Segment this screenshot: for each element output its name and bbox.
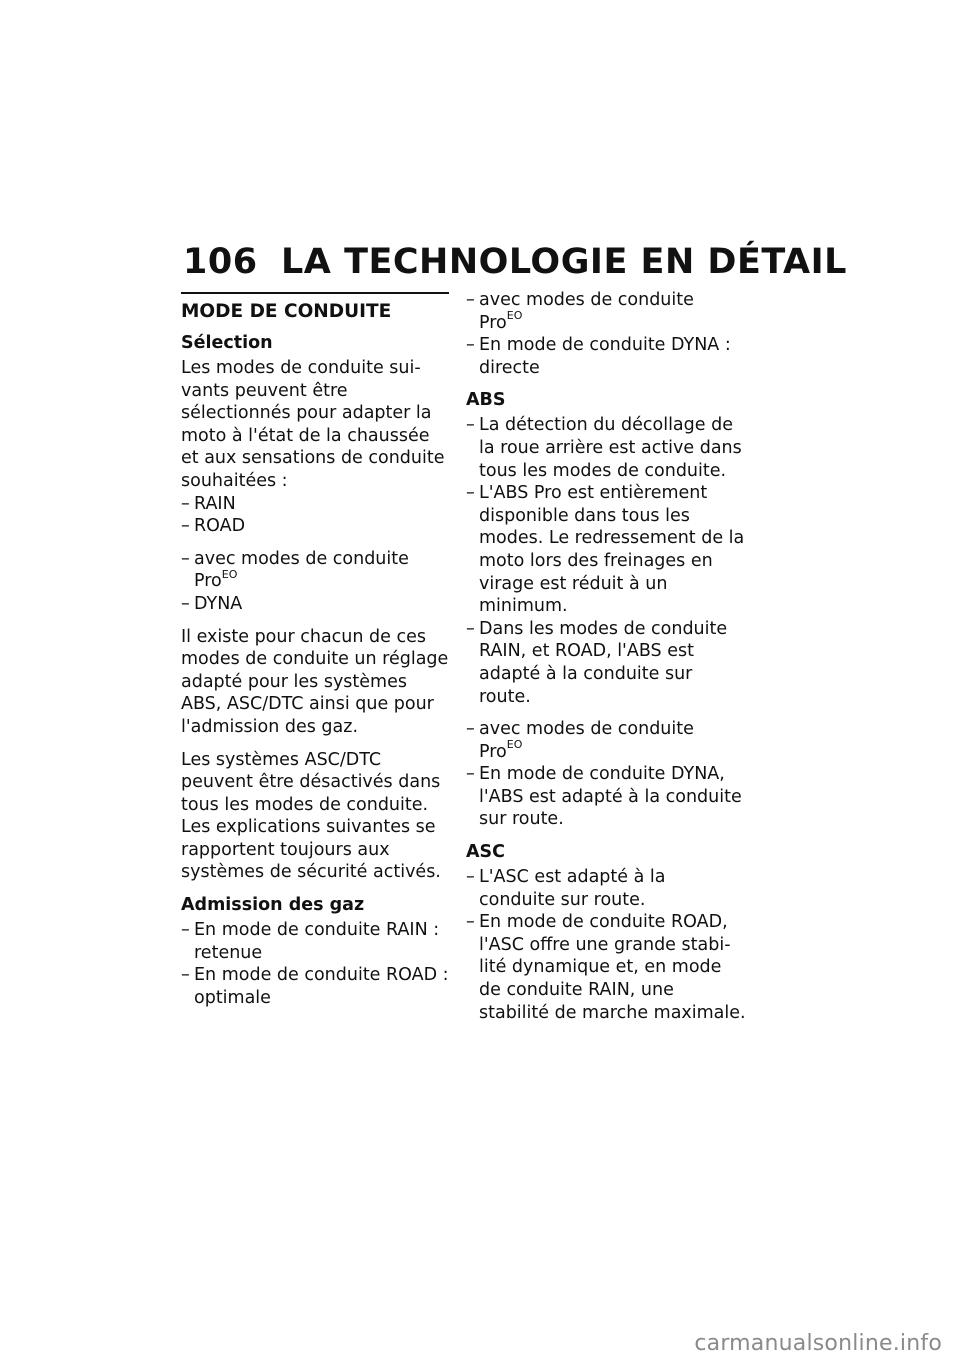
- pro-label: Pro$^{EO}$: [194, 567, 238, 592]
- selection-heading: Sélection: [181, 333, 273, 353]
- pro-label: Pro$^{EO}$: [479, 308, 523, 333]
- eo-superscript: EO: [506, 308, 523, 322]
- admission-item-rain: – En mode de conduite RAIN : retenue: [181, 920, 440, 963]
- abs-item: – L'ABS Pro est entièrement disponible dans tous les modes. Le redressement de la moto lors des freinages en virage est réduit à un minimum.: [466, 483, 745, 617]
- abs-item: – Dans les modes de conduite RAIN, et ROAD, l'ABS est adapté à la conduite sur route.: [466, 618, 728, 707]
- list-item-road: – ROAD: [181, 516, 246, 537]
- asc-item: – En mode de conduite ROAD, l'ASC offre une grande stabilité dynamique et, en mode de conduite RAIN, une stabilité de marche maximale.: [466, 912, 746, 1023]
- page-header: [183, 240, 847, 284]
- section-title: MODE DE CONDUITE: [181, 301, 392, 322]
- eo-superscript: EO: [221, 567, 238, 581]
- left-column: [181, 292, 449, 1009]
- asc-heading: ASC: [466, 842, 505, 863]
- watermark: carmanualsonline.info: [694, 1331, 942, 1356]
- pro-label: Pro$^{EO}$: [479, 737, 523, 762]
- pro-modes-label: – avec modes de conduite: [181, 548, 409, 569]
- list-item-rain: – RAIN: [181, 493, 236, 514]
- list-item-dyna: – DYNA: [181, 593, 243, 614]
- paragraph-settings: Il existe pour chacun de ces modes de conduite un réglage adapté pour les systèmes ABS, ASC/DTC ainsi que pour l'admission des gaz.: [181, 626, 449, 737]
- abs-item: – La détection du décollage de la roue arrière est active dans tous les modes de conduite.: [466, 415, 742, 481]
- pro-modes-label: – avec modes de conduite: [466, 719, 694, 740]
- eo-superscript: EO: [506, 737, 523, 751]
- right-column: [466, 289, 746, 1024]
- abs-item-dyna: – En mode de conduite DYNA, l'ABS est adapté à la conduite sur route.: [466, 764, 742, 830]
- admission-item-road: – En mode de conduite ROAD : optimale: [181, 965, 449, 1008]
- asc-item: – L'ASC est adapté à la conduite sur route.: [466, 867, 666, 910]
- section-rule: [181, 292, 449, 294]
- abs-heading: ABS: [466, 390, 506, 411]
- admission-item-dyna: – En mode de conduite DYNA : directe: [466, 335, 731, 378]
- selection-text: Les modes de conduite suivants peuvent être sélectionnés pour adapter la moto à l'état de la chaussée et aux sensations de conduite souhaitées :: [181, 358, 445, 491]
- pro-modes-label: – avec modes de conduite: [466, 290, 694, 310]
- paragraph-asc-dtc: Les systèmes ASC/DTC peuvent être désactivés dans tous les modes de conduite. Les explications suivantes se rapportent toujours aux systèmes de sécurité activés.: [181, 749, 441, 883]
- admission-heading: Admission des gaz: [181, 895, 365, 916]
- chapter-title: LA TECHNOLOGIE EN DÉTAIL: [281, 242, 847, 282]
- page-number: 106: [183, 242, 258, 282]
